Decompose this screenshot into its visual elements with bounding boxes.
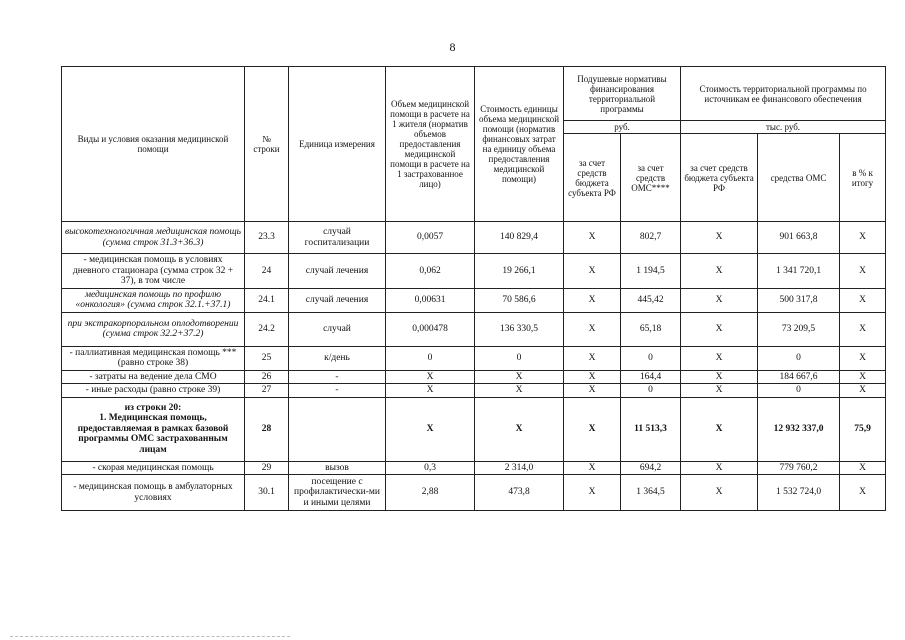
table-row	[62, 222, 886, 254]
cell-volume: 0,062	[386, 254, 475, 289]
cell-unit: случай лечения	[289, 254, 386, 289]
cell-budget-rub: X	[564, 461, 621, 475]
cell-name: медицинская помощь по профилю «онкология» (сумма строк 32.1.+37.1)	[62, 288, 245, 312]
cell-budget-thousand: X	[681, 254, 758, 289]
cell-budget-rub: X	[564, 384, 621, 398]
cell-row-no: 23.3	[245, 222, 289, 254]
cell-unit: посещение с профилактически-ми и иными целями	[289, 475, 386, 511]
cell-name: при экстракорпоральном оплодотворении (сумма строк 32.2+37.2)	[62, 312, 245, 346]
cell-unit: случай госпитализации	[289, 222, 386, 254]
cell-budget-thousand: X	[681, 288, 758, 312]
cell-percent: X	[840, 384, 886, 398]
cell-budget-rub: X	[564, 475, 621, 511]
header-budget-2: за счет средств бюджета субъекта РФ	[681, 134, 758, 222]
cell-volume: 0,3	[386, 461, 475, 475]
cell-budget-rub: X	[564, 370, 621, 384]
table-row	[62, 288, 886, 312]
cell-percent: X	[840, 288, 886, 312]
cell-cost: X	[475, 370, 564, 384]
cell-oms-thousand: 73 209,5	[758, 312, 840, 346]
cell-budget-thousand: X	[681, 346, 758, 370]
cell-oms-thousand: 184 667,6	[758, 370, 840, 384]
cell-oms-rub: 1 194,5	[621, 254, 681, 289]
cell-oms-thousand: 901 663,8	[758, 222, 840, 254]
cell-budget-rub: X	[564, 288, 621, 312]
cell-row-no: 24.2	[245, 312, 289, 346]
cell-budget-thousand: X	[681, 475, 758, 511]
table-row	[62, 461, 886, 475]
header-row-no: № строки	[245, 67, 289, 222]
cell-budget-thousand: X	[681, 461, 758, 475]
cell-unit: -	[289, 384, 386, 398]
cell-budget-thousand: X	[681, 384, 758, 398]
cell-oms-thousand: 1 532 724,0	[758, 475, 840, 511]
header-oms: за счет средств ОМС****	[621, 134, 681, 222]
cell-oms-thousand: 0	[758, 384, 840, 398]
cell-oms-rub: 65,18	[621, 312, 681, 346]
cell-oms-rub: 11 513,3	[621, 397, 681, 461]
cell-budget-rub: X	[564, 397, 621, 461]
cell-row-no: 27	[245, 384, 289, 398]
cell-percent: 75,9	[840, 397, 886, 461]
cell-name: из строки 20: 1. Медицинская помощь, предоставляемая в рамках базовой программы ОМС застрахованным лицам	[62, 397, 245, 461]
header-per-capita: Подушевые нормативы финансирования территориальной программы	[564, 67, 681, 121]
cell-budget-rub: X	[564, 254, 621, 289]
financing-table	[61, 66, 886, 511]
cell-oms-rub: 1 364,5	[621, 475, 681, 511]
cell-oms-rub: 0	[621, 384, 681, 398]
cell-row-no: 26	[245, 370, 289, 384]
cell-name: высокотехнологичная медицинская помощь (сумма строк 31.3+36.3)	[62, 222, 245, 254]
header-volume: Объем медицинской помощи в расчете на 1 жителя (норматив объемов предоставления медицинской помощи в расчете на 1 застрахованное лицо)	[386, 67, 475, 222]
cell-oms-rub: 0	[621, 346, 681, 370]
cell-volume: 0,00631	[386, 288, 475, 312]
table-row	[62, 397, 886, 461]
cell-volume: 0,0057	[386, 222, 475, 254]
cell-oms-rub: 802,7	[621, 222, 681, 254]
header-cost: Стоимость единицы объема медицинской помощи (норматив финансовых затрат на единицу объема предоставления медицинской помощи)	[475, 67, 564, 222]
cell-cost: 2 314,0	[475, 461, 564, 475]
cell-percent: X	[840, 461, 886, 475]
cell-budget-thousand: X	[681, 312, 758, 346]
table-body	[62, 222, 886, 511]
table-row	[62, 384, 886, 398]
table-row	[62, 475, 886, 511]
cell-unit: -	[289, 370, 386, 384]
cell-name: - медицинская помощь в условиях дневного стационара (сумма строк 32 + 37), в том числе	[62, 254, 245, 289]
header-percent: в % к итогу	[840, 134, 886, 222]
cell-row-no: 30.1	[245, 475, 289, 511]
header-rub: руб.	[564, 121, 681, 134]
cell-name: - медицинская помощь в амбулаторных условиях	[62, 475, 245, 511]
cell-name: - иные расходы (равно строке 39)	[62, 384, 245, 398]
cell-unit: случай	[289, 312, 386, 346]
cell-budget-rub: X	[564, 346, 621, 370]
cell-row-no: 24.1	[245, 288, 289, 312]
cell-cost: 0	[475, 346, 564, 370]
cell-volume: X	[386, 397, 475, 461]
cell-cost: 70 586,6	[475, 288, 564, 312]
cell-unit: случай лечения	[289, 288, 386, 312]
cell-row-no: 25	[245, 346, 289, 370]
cell-cost: 136 330,5	[475, 312, 564, 346]
cell-percent: X	[840, 254, 886, 289]
header-thousand-rub: тыс. руб.	[681, 121, 886, 134]
cell-oms-rub: 445,42	[621, 288, 681, 312]
cell-percent: X	[840, 370, 886, 384]
cell-budget-thousand: X	[681, 370, 758, 384]
cell-row-no: 24	[245, 254, 289, 289]
cell-volume: 0,000478	[386, 312, 475, 346]
header-total-cost: Стоимость территориальной программы по источникам ее финансового обеспечения	[681, 67, 886, 121]
table-row	[62, 346, 886, 370]
cell-budget-thousand: X	[681, 222, 758, 254]
cell-percent: X	[840, 222, 886, 254]
cell-oms-thousand: 0	[758, 346, 840, 370]
cell-budget-rub: X	[564, 222, 621, 254]
header-unit: Единица измерения	[289, 67, 386, 222]
cell-percent: X	[840, 346, 886, 370]
cell-unit	[289, 397, 386, 461]
cell-oms-thousand: 1 341 720,1	[758, 254, 840, 289]
footer-rule	[10, 636, 290, 638]
cell-oms-rub: 164,4	[621, 370, 681, 384]
cell-oms-rub: 694,2	[621, 461, 681, 475]
header-type: Виды и условия оказания медицинской помощи	[62, 67, 245, 222]
table-row	[62, 312, 886, 346]
cell-row-no: 29	[245, 461, 289, 475]
cell-oms-thousand: 500 317,8	[758, 288, 840, 312]
cell-cost: 473,8	[475, 475, 564, 511]
cell-name: - паллиативная медицинская помощь *** (равно строке 38)	[62, 346, 245, 370]
cell-volume: 0	[386, 346, 475, 370]
cell-volume: X	[386, 370, 475, 384]
table-row	[62, 254, 886, 289]
cell-name: - скорая медицинская помощь	[62, 461, 245, 475]
header-budget: за счет средств бюджета субъекта РФ	[564, 134, 621, 222]
cell-cost: 19 266,1	[475, 254, 564, 289]
cell-oms-thousand: 779 760,2	[758, 461, 840, 475]
cell-budget-thousand: X	[681, 397, 758, 461]
cell-row-no: 28	[245, 397, 289, 461]
cell-volume: X	[386, 384, 475, 398]
cell-unit: к/день	[289, 346, 386, 370]
cell-percent: X	[840, 475, 886, 511]
cell-cost: 140 829,4	[475, 222, 564, 254]
header-oms-2: средства ОМС	[758, 134, 840, 222]
table-row	[62, 370, 886, 384]
cell-budget-rub: X	[564, 312, 621, 346]
cell-unit: вызов	[289, 461, 386, 475]
cell-oms-thousand: 12 932 337,0	[758, 397, 840, 461]
cell-name: - затраты на ведение дела СМО	[62, 370, 245, 384]
cell-cost: X	[475, 384, 564, 398]
cell-percent: X	[840, 312, 886, 346]
page-number: 8	[449, 40, 456, 54]
cell-cost: X	[475, 397, 564, 461]
cell-volume: 2,88	[386, 475, 475, 511]
